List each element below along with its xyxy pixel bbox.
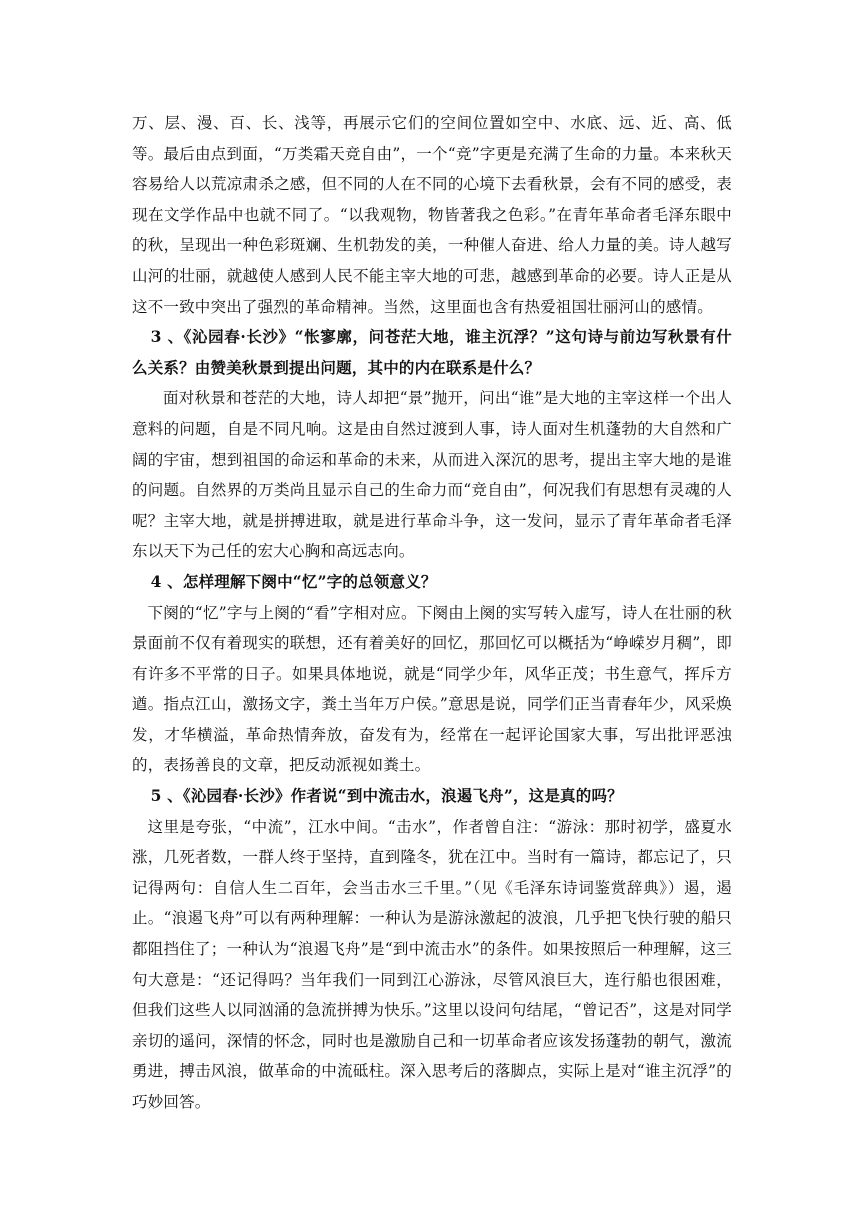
question-3-heading: 3 、《沁园春·长沙》“怅寥廓，问苍茫大地，谁主沉浮？”这句诗与前边写秋景有什么关系？由赞美秋景到提出问题，其中的内在联系是什么？ — [132, 327, 732, 377]
answer-4-paragraph: 下阕的“忆”字与上阕的“看”字相对应。下阕由上阕的实写转入虚写，诗人在壮丽的秋景面前不仅有着现实的联想，还有着美好的回忆，那回忆可以概括为“峥嵘岁月稠”，即有许多不平常的日子。如果具体地说，就是“同学少年，风华正茂；书生意气，挥斥方遒。指点江山，激扬文字，粪土当年万户侯。”意思是说，同学们正当青春年少，风采焕发，才华横溢，革命热情奔放，奋发有为，经常在一起评论国家大事，写出批评恶浊的，表扬善良的文章，把反动派视如粪土。 — [132, 603, 732, 775]
paragraph-autumn-scene-analysis: 万、层、漫、百、长、浅等，再展示它们的空间位置如空中、水底、远、近、高、低等。最后由点到面，“万类霜天竞自由”，一个“竞”字更是充满了生命的力量。本来秋天容易给人以荒凉肃杀之感，但不同的人在不同的心境下去看秋景，会有不同的感受，表现在文学作品中也就不同了。“以我观物，物皆著我之色彩。”在青年革命者毛泽东眼中的秋，呈现出一种色彩斑斓、生机勃发的美，一种催人奋进、给人力量的美。诗人越写山河的壮丽，就越使人感到人民不能主宰大地的可悲，越感到革命的必要。诗人正是从这不一致中突出了强烈的革命精神。当然，这里面也含有热爱祖国壮丽河山的感情。 — [132, 114, 732, 316]
answer-5-paragraph: 这里是夸张，“中流”，江水中间。“击水”，作者曾自注：“游泳：那时初学，盛夏水涨，几死者数，一群人终于坚持，直到隆冬，犹在江中。当时有一篇诗，都忘记了，只记得两句：自信人生二百年，会当击水三千里。”（见《毛泽东诗词鉴赏辞典》）遏，遏止。“浪遏飞舟”可以有两种理解：一种认为是游泳激起的波浪，几乎把飞快行驶的船只都阻挡住了；一种认为“浪遏飞舟”是“到中流击水”的条件。如果按照后一种理解，这三句大意是：“还记得吗？当年我们一同到江心游泳，尽管风浪巨大，连行船也很困难，但我们这些人以同汹涌的急流拼搏为快乐。”这里以设问句结尾，“曾记否”，这是对同学亲切的遥问，深情的怀念，同时也是激励自己和一切革命者应该发扬蓬勃的朝气，激流勇进，搏击风浪，做革命的中流砥柱。深入思考后的落脚点，实际上是对“谁主沉浮”的巧妙回答。 — [132, 817, 732, 1111]
answer-3-paragraph: 面对秋景和苍茫的大地，诗人却把“景”抛开，问出“谁”是大地的主宰这样一个出人意料的问题，自是不同凡响。这是由自然过渡到人事，诗人面对生机蓬勃的大自然和广阔的宇宙，想到祖国的命运和革命的未来，从而进入深沉的思考，提出主宰大地的是谁的问题。自然界的万类尚且显示自己的生命力而“竞自由”，何况我们有思想有灵魂的人呢？主宰大地，就是拼搏进取，就是进行革命斗争，这一发问，显示了青年革命者毛泽东以天下为己任的宏大心胸和高远志向。 — [132, 389, 732, 561]
question-4-heading: 4 、怎样理解下阕中“忆”字的总领意义？ — [150, 571, 437, 591]
document-page — [132, 108, 732, 1118]
question-5-heading: 5 、《沁园春·长沙》作者说“到中流击水，浪遏飞舟”，这是真的吗？ — [150, 786, 623, 806]
